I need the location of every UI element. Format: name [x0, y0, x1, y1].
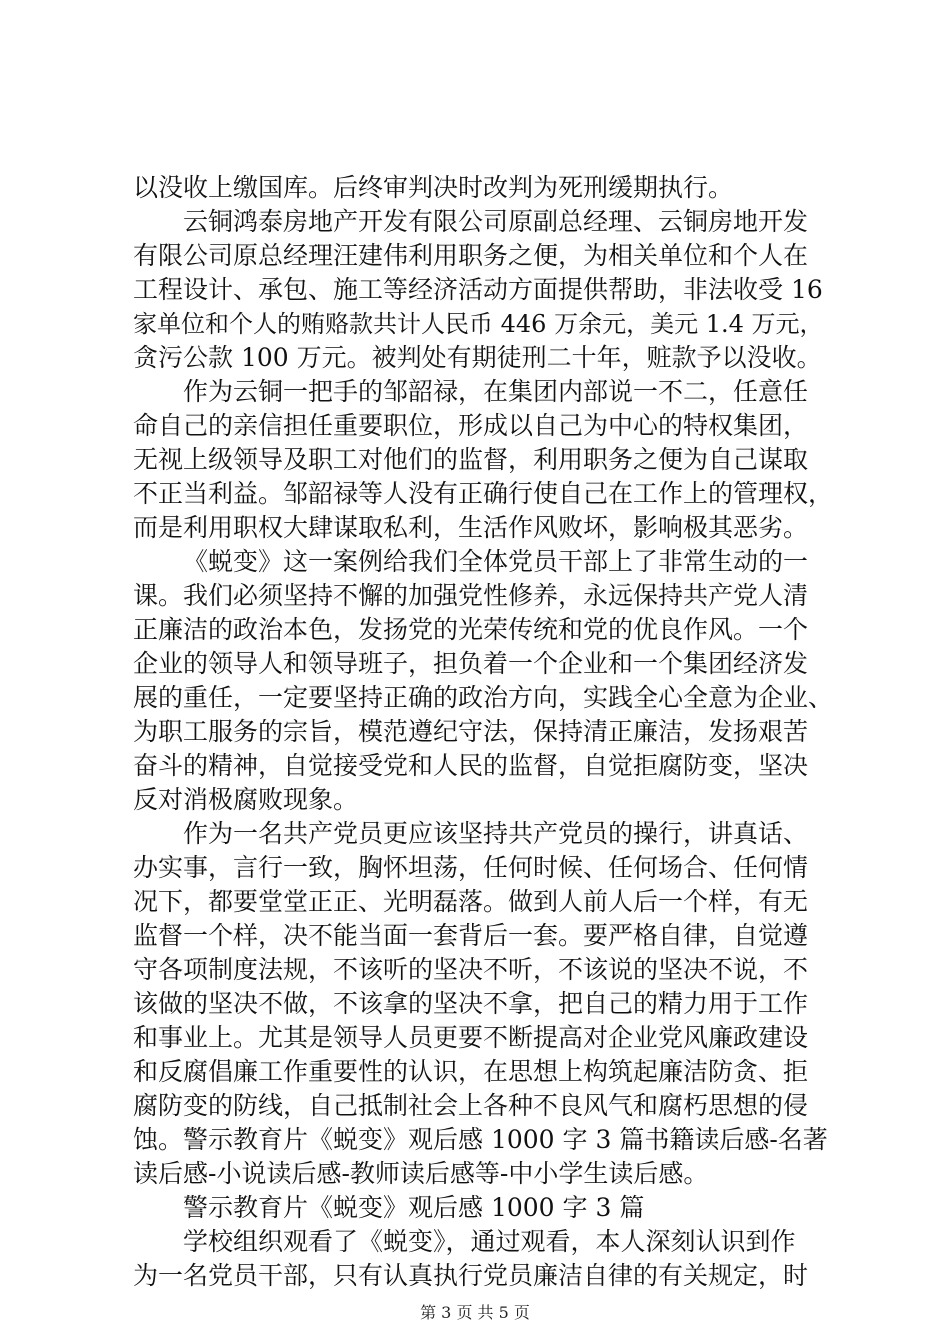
- text-line: 反对消极腐败现象。: [133, 785, 359, 814]
- text-line: 和事业上。尤其是领导人员更要不断提高对企业党风廉政建设: [133, 1023, 809, 1052]
- text-line: 蚀。警示教育片《蜕变》观后感 1000 字 3 篇书籍读后感-名著: [133, 1125, 828, 1154]
- text-line: 监督一个样，决不能当面一套背后一套。要严格自律，自觉遵: [133, 921, 809, 950]
- text-line: 守各项制度法规，不该听的坚决不听，不该说的坚决不说，不: [133, 955, 809, 984]
- text-line: 该做的坚决不做，不该拿的坚决不拿，把自己的精力用于工作: [133, 989, 809, 1018]
- text-line: 学校组织观看了《蜕变》，通过观看，本人深刻认识到作: [183, 1227, 796, 1256]
- text-line: 无视上级领导及职工对他们的监督，利用职务之便为自己谋取: [133, 445, 809, 474]
- text-line: 作为云铜一把手的邹韶禄，在集团内部说一不二，任意任: [183, 377, 809, 406]
- text-line: 工程设计、承包、施工等经济活动方面提供帮助，非法收受 16: [133, 275, 823, 304]
- text-line: 腐防变的防线，自己抵制社会上各种不良风气和腐朽思想的侵: [133, 1091, 809, 1120]
- text-line: 贪污公款 100 万元。被判处有期徒刑二十年，赃款予以没收。: [133, 343, 822, 372]
- text-line: 为一名党员干部，只有认真执行党员廉洁自律的有关规定，时: [133, 1261, 809, 1290]
- text-line: 作为一名共产党员更应该坚持共产党员的操行，讲真话、: [183, 819, 809, 848]
- text-line: 家单位和个人的贿赂款共计人民币 446 万余元，美元 1.4 万元，: [133, 310, 824, 338]
- page-number-footer: 第 3 页 共 5 页: [420, 1303, 530, 1322]
- text-line: 以没收上缴国库。后终审判决时改判为死刑缓期执行。: [133, 173, 734, 202]
- section-heading: 警示教育片《蜕变》观后感 1000 字 3 篇: [183, 1193, 645, 1222]
- text-line: 《蜕变》这一案例给我们全体党员干部上了非常生动的一: [183, 547, 809, 576]
- text-line: 读后感-小说读后感-教师读后感等-中小学生读后感。: [133, 1159, 709, 1188]
- text-line: 企业的领导人和领导班子，担负着一个企业和一个集团经济发: [133, 649, 809, 678]
- text-line: 况下，都要堂堂正正、光明磊落。做到人前人后一个样，有无: [133, 887, 809, 916]
- text-line: 展的重任，一定要坚持正确的政治方向，实践全心全意为企业、: [133, 683, 834, 712]
- text-line: 正廉洁的政治本色，发扬党的光荣传统和党的优良作风。一个: [133, 615, 809, 644]
- text-line: 有限公司原总经理汪建伟利用职务之便，为相关单位和个人在: [133, 241, 809, 270]
- text-line: 而是利用职权大肆谋取私利，生活作风败坏，影响极其恶劣。: [133, 513, 809, 542]
- text-line: 不正当利益。邹韶禄等人没有正确行使自己在工作上的管理权，: [133, 479, 834, 508]
- text-line: 云铜鸿泰房地产开发有限公司原副总经理、云铜房地开发: [183, 207, 809, 236]
- text-line: 办实事，言行一致，胸怀坦荡，任何时候、任何场合、任何情: [133, 853, 809, 882]
- text-line: 和反腐倡廉工作重要性的认识，在思想上构筑起廉洁防贪、拒: [133, 1057, 809, 1086]
- text-line: 奋斗的精神，自觉接受党和人民的监督，自觉拒腐防变，坚决: [133, 751, 809, 780]
- text-line: 为职工服务的宗旨，模范遵纪守法，保持清正廉洁，发扬艰苦: [133, 717, 809, 746]
- text-line: 课。我们必须坚持不懈的加强党性修养，永远保持共产党人清: [133, 581, 809, 610]
- text-line: 命自己的亲信担任重要职位，形成以自己为中心的特权集团，: [133, 411, 809, 440]
